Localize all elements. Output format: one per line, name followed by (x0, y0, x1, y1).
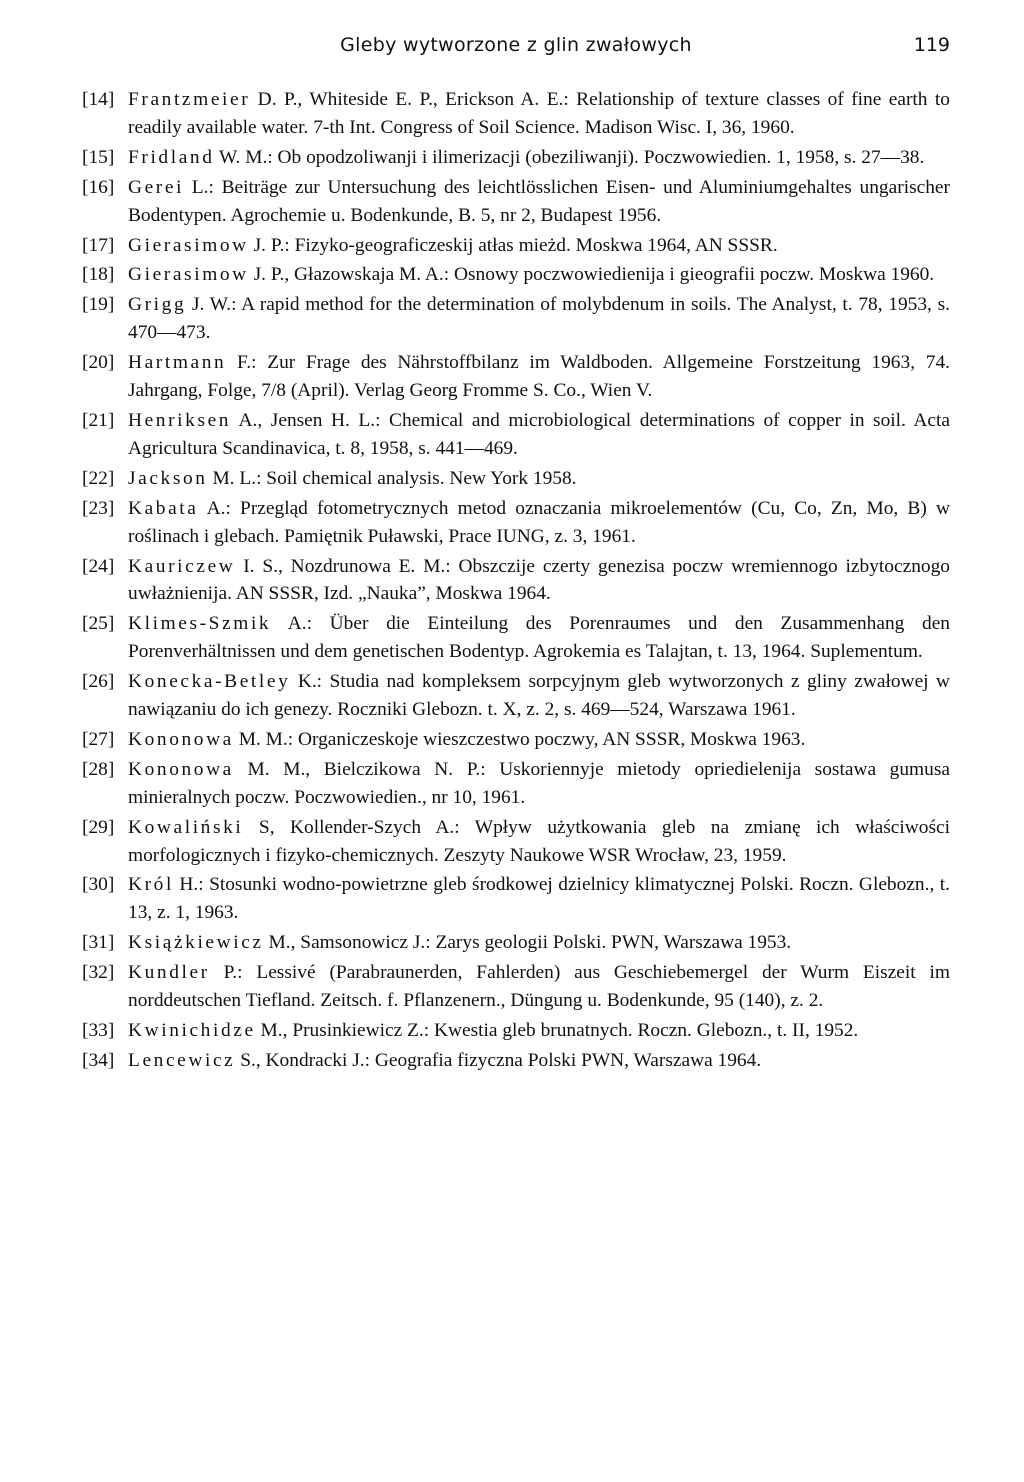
reference-text: J. W.: A rapid method for the determination of molybdenum in soils. The Analyst, t. 78, 1953, s. 470—473. (128, 294, 950, 344)
reference-text: J. P., Głazowskaja M. A.: Osnowy poczwowiedienija i gieografii poczw. Moskwa 1960. (248, 264, 935, 286)
reference-number: [24] (82, 555, 115, 577)
reference-number: [25] (82, 613, 115, 635)
reference-author: Kononowa (128, 758, 234, 780)
reference-entry (82, 929, 950, 957)
reference-entry (82, 495, 950, 551)
reference-entry (82, 86, 950, 142)
running-title: Gleby wytworzone z glin zwałowych (340, 34, 692, 56)
reference-author: Gierasimow (128, 264, 249, 286)
reference-text: I. S., Nozdrunowa E. M.: Obszczije czerty genezisa poczw wremiennogo izbytocznogo uwłażnienija. AN SSSR, Izd. „Nauka”, Moskwa 1964. (128, 555, 950, 605)
reference-number: [17] (82, 234, 115, 256)
reference-text: A., Jensen H. L.: Chemical and microbiological determinations of copper in soil. Acta Agricultura Scandinavica, t. 8, 1958, s. 441—469. (128, 409, 950, 459)
reference-list (82, 86, 950, 1077)
reference-entry (82, 261, 950, 289)
reference-author: Henriksen (128, 409, 232, 431)
reference-author: Lencewicz (128, 1049, 236, 1071)
reference-text: M. M.: Organiczeskoje wieszczestwo poczwy, AN SSSR, Moskwa 1963. (233, 728, 806, 750)
reference-number: [34] (82, 1049, 115, 1071)
reference-text: M., Prusinkiewicz Z.: Kwestia gleb brunatnych. Roczn. Glebozn., t. II, 1952. (255, 1020, 859, 1041)
reference-text: M. M., Bielczikowa N. P.: Uskoriennyje mietody opriedielenija sostawa gumusa minieralnych poczw. Poczwowiedien., nr 10, 1961. (128, 758, 950, 808)
reference-author: Gierasimow (128, 234, 249, 256)
reference-author: Fridland (128, 146, 215, 168)
reference-entry (82, 726, 950, 754)
reference-text: A.: Przegląd fotometrycznych metod oznaczania mikroelementów (Cu, Co, Zn, Mo, B) w roślinach i glebach. Pamiętnik Puławski, Prace IUNG, z. 3, 1961. (128, 497, 950, 547)
reference-author: Kononowa (128, 728, 234, 750)
reference-text: A.: Über die Einteilung des Porenraumes und den Zusammenhang den Porenverhältnissen und dem genetischen Bodentyp. Agrokemia es Talajtan, t. 13, 1964. Suplementum. (128, 613, 950, 663)
reference-author: Książkiewicz (128, 932, 264, 954)
reference-text: H.: Stosunki wodno-powietrzne gleb środkowej dzielnicy klimatycznej Polski. Roczn. Glebozn., t. 13, z. 1, 1963. (128, 874, 950, 924)
reference-number: [26] (82, 671, 115, 693)
reference-author: Kabata (128, 497, 199, 519)
reference-number: [31] (82, 932, 115, 954)
reference-text: M., Samsonowicz J.: Zarys geologii Polski. PWN, Warszawa 1953. (263, 932, 792, 954)
reference-number: [29] (82, 816, 115, 838)
reference-number: [27] (82, 728, 115, 750)
reference-number: [16] (82, 176, 115, 198)
reference-author: Kauriczew (128, 555, 236, 577)
reference-entry (82, 1017, 950, 1045)
reference-author: Klimes-Szmik (128, 613, 272, 635)
reference-entry (82, 756, 950, 812)
reference-entry (82, 814, 950, 870)
reference-text: S, Kollender-Szych A.: Wpływ użytkowania gleb na zmianę ich właściwości morfologicznych i fizyko-chemicznych. Zeszyty Naukowe WSR Wrocław, 23, 1959. (128, 816, 950, 866)
reference-number: [32] (82, 962, 115, 984)
reference-text: M. L.: Soil chemical analysis. New York 1958. (207, 467, 577, 489)
reference-text: W. M.: Ob opodzoliwanji i ilimerizacji (obeziliwanji). Poczwowiedien. 1, 1958, s. 27—38. (214, 146, 925, 168)
reference-entry (82, 871, 950, 927)
reference-entry (82, 959, 950, 1015)
reference-text: J. P.: Fizyko-geograficzeskij atłas mieżd. Moskwa 1964, AN SSSR. (248, 234, 778, 256)
reference-number: [21] (82, 409, 115, 431)
reference-entry (82, 668, 950, 724)
page-number: 119 (913, 34, 950, 56)
reference-entry (82, 144, 950, 172)
reference-entry (82, 610, 950, 666)
reference-number: [19] (82, 294, 115, 316)
reference-author: Jackson (128, 467, 208, 489)
reference-entry (82, 465, 950, 493)
reference-author: Kwinichidze (128, 1020, 256, 1041)
reference-text: D. P., Whiteside E. P., Erickson A. E.: Relationship of texture classes of fine earth to readily available water. 7-th Int. Congress of Soil Science. Madison Wisc. I, 36, 1960. (128, 89, 950, 138)
reference-text: F.: Zur Frage des Nährstoffbilanz im Waldboden. Allgemeine Forstzeitung 1963, 74. Jahrgang, Folge, 7/8 (April). Verlag Georg Fromme S. Co., Wien V. (128, 352, 950, 402)
reference-entry (82, 174, 950, 230)
reference-author: Król (128, 874, 174, 896)
reference-number: [18] (82, 264, 115, 286)
reference-text: K.: Studia nad kompleksem sorpcyjnym gleb wytworzonych z gliny zwałowej w nawiązaniu do ich genezy. Roczniki Glebozn. t. X, z. 2, s. 469—524, Warszawa 1961. (128, 671, 950, 721)
reference-number: [28] (82, 758, 115, 780)
reference-text: L.: Beiträge zur Untersuchung des leichtlösslichen Eisen- und Aluminiumgehaltes ungarischer Bodentypen. Agrochemie u. Bodenkunde, B. 5, nr 2, Budapest 1956. (128, 176, 950, 226)
reference-entry (82, 291, 950, 347)
running-head (82, 30, 950, 60)
reference-author: Kundler (128, 962, 210, 984)
reference-entry (82, 349, 950, 405)
reference-number: [15] (82, 146, 115, 168)
reference-entry (82, 1047, 950, 1075)
reference-number: [33] (82, 1020, 115, 1041)
reference-number: [22] (82, 467, 115, 489)
reference-author: Frantzmeier (128, 89, 251, 110)
reference-number: [23] (82, 497, 115, 519)
reference-text: S., Kondracki J.: Geografia fizyczna Polski PWN, Warszawa 1964. (235, 1049, 762, 1071)
reference-author: Konecka-Betley (128, 671, 291, 693)
reference-number: [20] (82, 352, 115, 374)
reference-author: Gerei (128, 176, 185, 198)
reference-entry (82, 553, 950, 609)
reference-number: [14] (82, 89, 115, 110)
reference-author: Kowaliński (128, 816, 244, 838)
reference-number: [30] (82, 874, 115, 896)
reference-author: Hartmann (128, 352, 227, 374)
reference-text: P.: Lessivé (Parabraunerden, Fahlerden) aus Geschiebemergel der Wurm Eiszeit im norddeutschen Tiefland. Zeitsch. f. Pflanzenern., Düngung u. Bodenkunde, 95 (140), z. 2. (128, 962, 950, 1012)
reference-entry (82, 232, 950, 260)
reference-author: Grigg (128, 294, 187, 316)
reference-entry (82, 407, 950, 463)
